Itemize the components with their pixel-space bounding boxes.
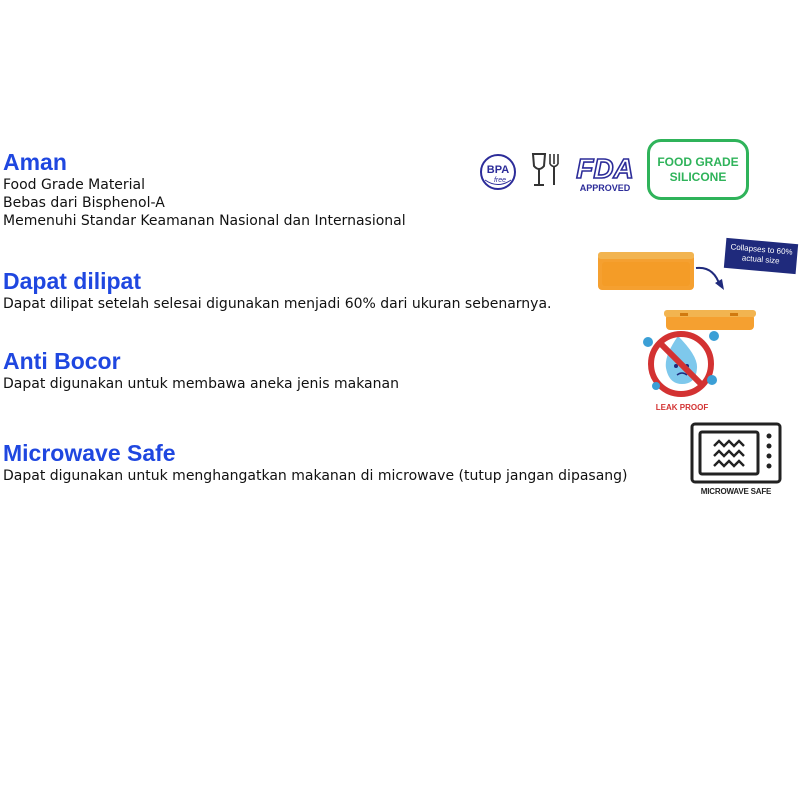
heading-dapat-dilipat: Dapat dilipat: [3, 268, 142, 294]
collapse-callout-line-2: actual size: [741, 253, 780, 266]
section-aman: [3, 149, 406, 230]
fda-approved-label: APPROVED: [579, 183, 631, 193]
collapse-callout-line-1: Collapses to 60%: [730, 242, 793, 257]
glass-fork-icon: [530, 152, 562, 188]
aman-line-2: Bebas dari Bisphenol-A: [3, 195, 165, 211]
heading-microwave-safe: Microwave Safe: [3, 440, 176, 466]
aman-line-3: Memenuhi Standar Keamanan Nasional dan Internasional: [3, 213, 406, 229]
bpa-free-text: free: [493, 177, 507, 184]
section-anti-bocor: [3, 348, 399, 393]
bpa-free-icon: [479, 153, 517, 191]
heading-anti-bocor: Anti Bocor: [3, 348, 121, 374]
collapse-callout: [724, 238, 798, 274]
bpa-text: BPA: [486, 164, 510, 176]
leak-proof-label: LEAK PROOF: [655, 403, 709, 412]
section-microwave-safe: [3, 440, 628, 485]
leak-proof-icon: [638, 322, 724, 402]
heading-aman: Aman: [3, 149, 67, 175]
dilipat-line-1: Dapat dilipat setelah selesai digunakan menjadi 60% dari ukuran sebenarnya.: [3, 296, 552, 312]
food-grade-silicone-badge: [647, 139, 749, 200]
bocor-line-1: Dapat digunakan untuk membawa aneka jenis makanan: [3, 376, 399, 392]
fda-logo-icon: [574, 152, 636, 182]
microwave-line-1: Dapat digunakan untuk menghangatkan makanan di microwave (tutup jangan dipasang): [3, 468, 628, 484]
microwave-safe-label: MICROWAVE SAFE: [700, 487, 772, 496]
microwave-icon: [690, 422, 782, 484]
fda-logo-text: FDA: [576, 153, 634, 182]
aman-line-1: Food Grade Material: [3, 177, 146, 193]
section-dapat-dilipat: [3, 268, 552, 313]
food-grade-line-2: SILICONE: [669, 169, 727, 184]
food-grade-line-1: FOOD GRADE: [657, 154, 739, 169]
